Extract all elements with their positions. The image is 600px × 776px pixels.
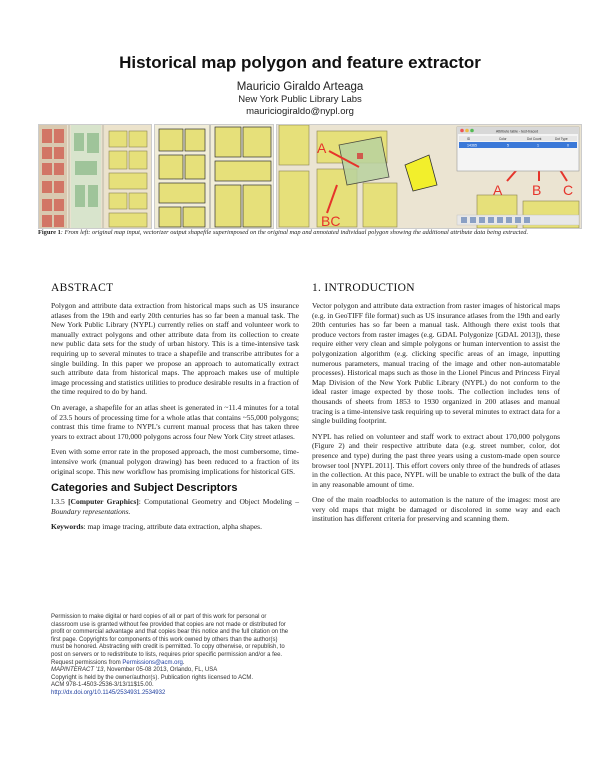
attribute-table-header-id: ID [467,137,471,141]
attribute-table-cell-dot-type: 0 [567,143,569,148]
isbn-line: ACM 978-1-4503-2536-3/13/11$15.00. [51,682,154,689]
figure-panel-vectorizer-output [154,124,274,229]
doi-link[interactable]: http://dx.doi.org/10.1145/2534931.2534932 [51,689,166,696]
abstract-heading: ABSTRACT [51,282,114,294]
attribute-table-header-dot-count: Dot Count [527,137,542,141]
figure-label-c: C [563,182,574,198]
author-name: Mauricio Giraldo Arteaga [236,81,364,93]
keywords-text [51,522,299,532]
attribute-table-cell-id: 14365 [467,143,477,148]
paper-title: Historical map polygon and feature extractor [119,53,481,72]
permission-text-block [51,614,291,667]
figure-caption-label: Figure 1 [38,229,61,236]
figure-caption-text: : From left: original map input, vectorizer output shapefile superimposed on the original map and annotated individual polygon showing the additional attribute data being extracted. [60,229,529,236]
figure-label-a1: A [317,140,327,156]
attribute-table-cell-color: 5 [507,143,509,148]
permissions-email-link[interactable]: Permissions@acm.org [122,659,183,666]
abstract-paragraph-1: Polygon and attribute data extraction from historical maps such as US insurance atlases from the 19th and early 20th centuries has so far been a manual task. The New York Public Library (NYPL) currently relies on staff and volunteer work to manually extract polygons and other attribute data from its collection to create new public data sets for the study of urban history. This is a time-intensive task requiring up to several minutes to trace a shapefile and transcribe attributes for a single building. In this paper we propose an approach to automatically extract such attribute data from historical maps. The approach makes use of multiple image processing and statistics utilities to produce desirable results in a fraction of the time required to do by hand. [51,301,299,397]
figure-panel-annotated-polygon [276,124,582,229]
author-email: mauriciogiraldo@nypl.org [246,106,354,117]
figure-label-b: B [532,182,542,198]
attribute-table-header-color: Color [499,137,507,141]
attribute-table-header-dot-type: Dot Type [555,137,568,141]
conference-line [51,667,291,675]
categories-text [51,497,299,516]
figure-label-a2: A [493,182,503,198]
introduction-paragraph-2: NYPL has relied on volunteer and staff work to extract about 170,000 polygons (Figure 2) and their respective attribute data (e.g. street number, color, dot presence and type) during the past three years using a custom-made open source browser tool [NYPL 2011]. This effort covers only three of the hundreds of atlases in the collection. At this pace, NYPL will be unable to extract the bulk of the data in any reasonable amount of time. [312,431,560,489]
figure-caption [38,229,572,237]
categories-heading: Categories and Subject Descriptors [51,482,238,495]
figure-panel-original-map [38,124,152,229]
permission-notice [51,614,291,698]
permission-text: Permission to make digital or hard copies of all or part of this work for personal or classroom use is granted without fee provided that copies are not made or distributed for profit or commercial advantage and that copies bear this notice and the full citation on the first page. Copyrights for components of this work owned by others than the author(s) must be honored. Abstracting with credit is permitted. To copy otherwise, or republish, to post on servers or to redistribute to lists, requires prior specific permission and/or a fee. Request permissions from [51,614,289,666]
categories-label: [Computer Graphics] [68,497,139,507]
abstract-paragraph-3: Even with some error rate in the proposed approach, the most cumbersome, time-intensive work (manual polygon drawing) has been reduced to a fraction of its original scope. This new workflow has promising implications for historical GIS. [51,447,299,476]
introduction-paragraph-1: Vector polygon and attribute data extraction from raster images of historical maps (e.g. in GeoTIFF file format) such as US insurance atlases from the 19th and early 20th centuries has so far been a manual task. Although there exist tools that produce vectors from raster images (e.g. GDAL Polygonize [GDAL 2013]), these require either very clean and simple polygons or human intervention to assist the polygonization algorithm (e.g. clicking specific areas of an image, inputting numerous parameters, manual tracing of the image and other non-automatable processes). Historical maps such as those in the Lionel Pincus and Princess Firyal Map Division of the New York Public Library (NYPL) do not conform to the ideal raster image expected by those tools. The collection includes tens of thousands of sheets from 1853 to 1930 organized in 200 atlases and manual tracing is a time-intensive task requiring up to several minutes to extract data for a single building footprint. [312,301,560,426]
keywords-list: : map image tracing, attribute data extraction, alpha shapes. [83,522,262,532]
figure-label-bc: BC [321,213,341,228]
keywords-label: Keywords [51,522,84,532]
author-block [0,80,600,118]
categories-code: I.3.5 [51,497,65,507]
conference-name: MAPINTERACT '13 [51,667,104,674]
original-map-image [39,125,151,228]
right-column [312,282,560,530]
copyright-line: Copyright is held by the owner/author(s). Publication rights licensed to ACM. [51,674,254,681]
attribute-table-window [457,127,579,171]
conference-details: , November 05-08 2013, Orlando, FL, USA [103,667,218,674]
vectorizer-output-image [155,125,273,228]
categories-italic: Boundary representations. [51,506,131,516]
abstract-paragraph-2: On average, a shapefile for an atlas sheet is generated in ~11.4 minutes for a total of 23.5 hours of processing time for a whole atlas that contains ~55,000 polygons; contrast this time frame to NYPL's current manual process that has taken three years to extract about 170,000 polygons across four New York City street atlases. [51,402,299,441]
categories-desc: : Computational Geometry and Object Modeling – [138,497,299,507]
permission-email-suffix: . [182,659,185,666]
left-column [51,282,299,538]
author-affiliation: New York Public Library Labs [238,94,362,105]
introduction-heading: 1. INTRODUCTION [312,282,415,294]
attribute-table-cell-dot-count: 1 [537,143,539,148]
attribute-table-title: Attribute table - test-traced [495,129,539,134]
introduction-paragraph-3: One of the main roadblocks to automation is the nature of the images: most are very old maps that might be damaged or discolored in some way and each institution has different criteria for preserving and scanning them. [312,495,560,524]
annotated-polygon-image [277,125,581,228]
figure-1 [38,124,580,227]
map-toolbar [457,215,579,225]
